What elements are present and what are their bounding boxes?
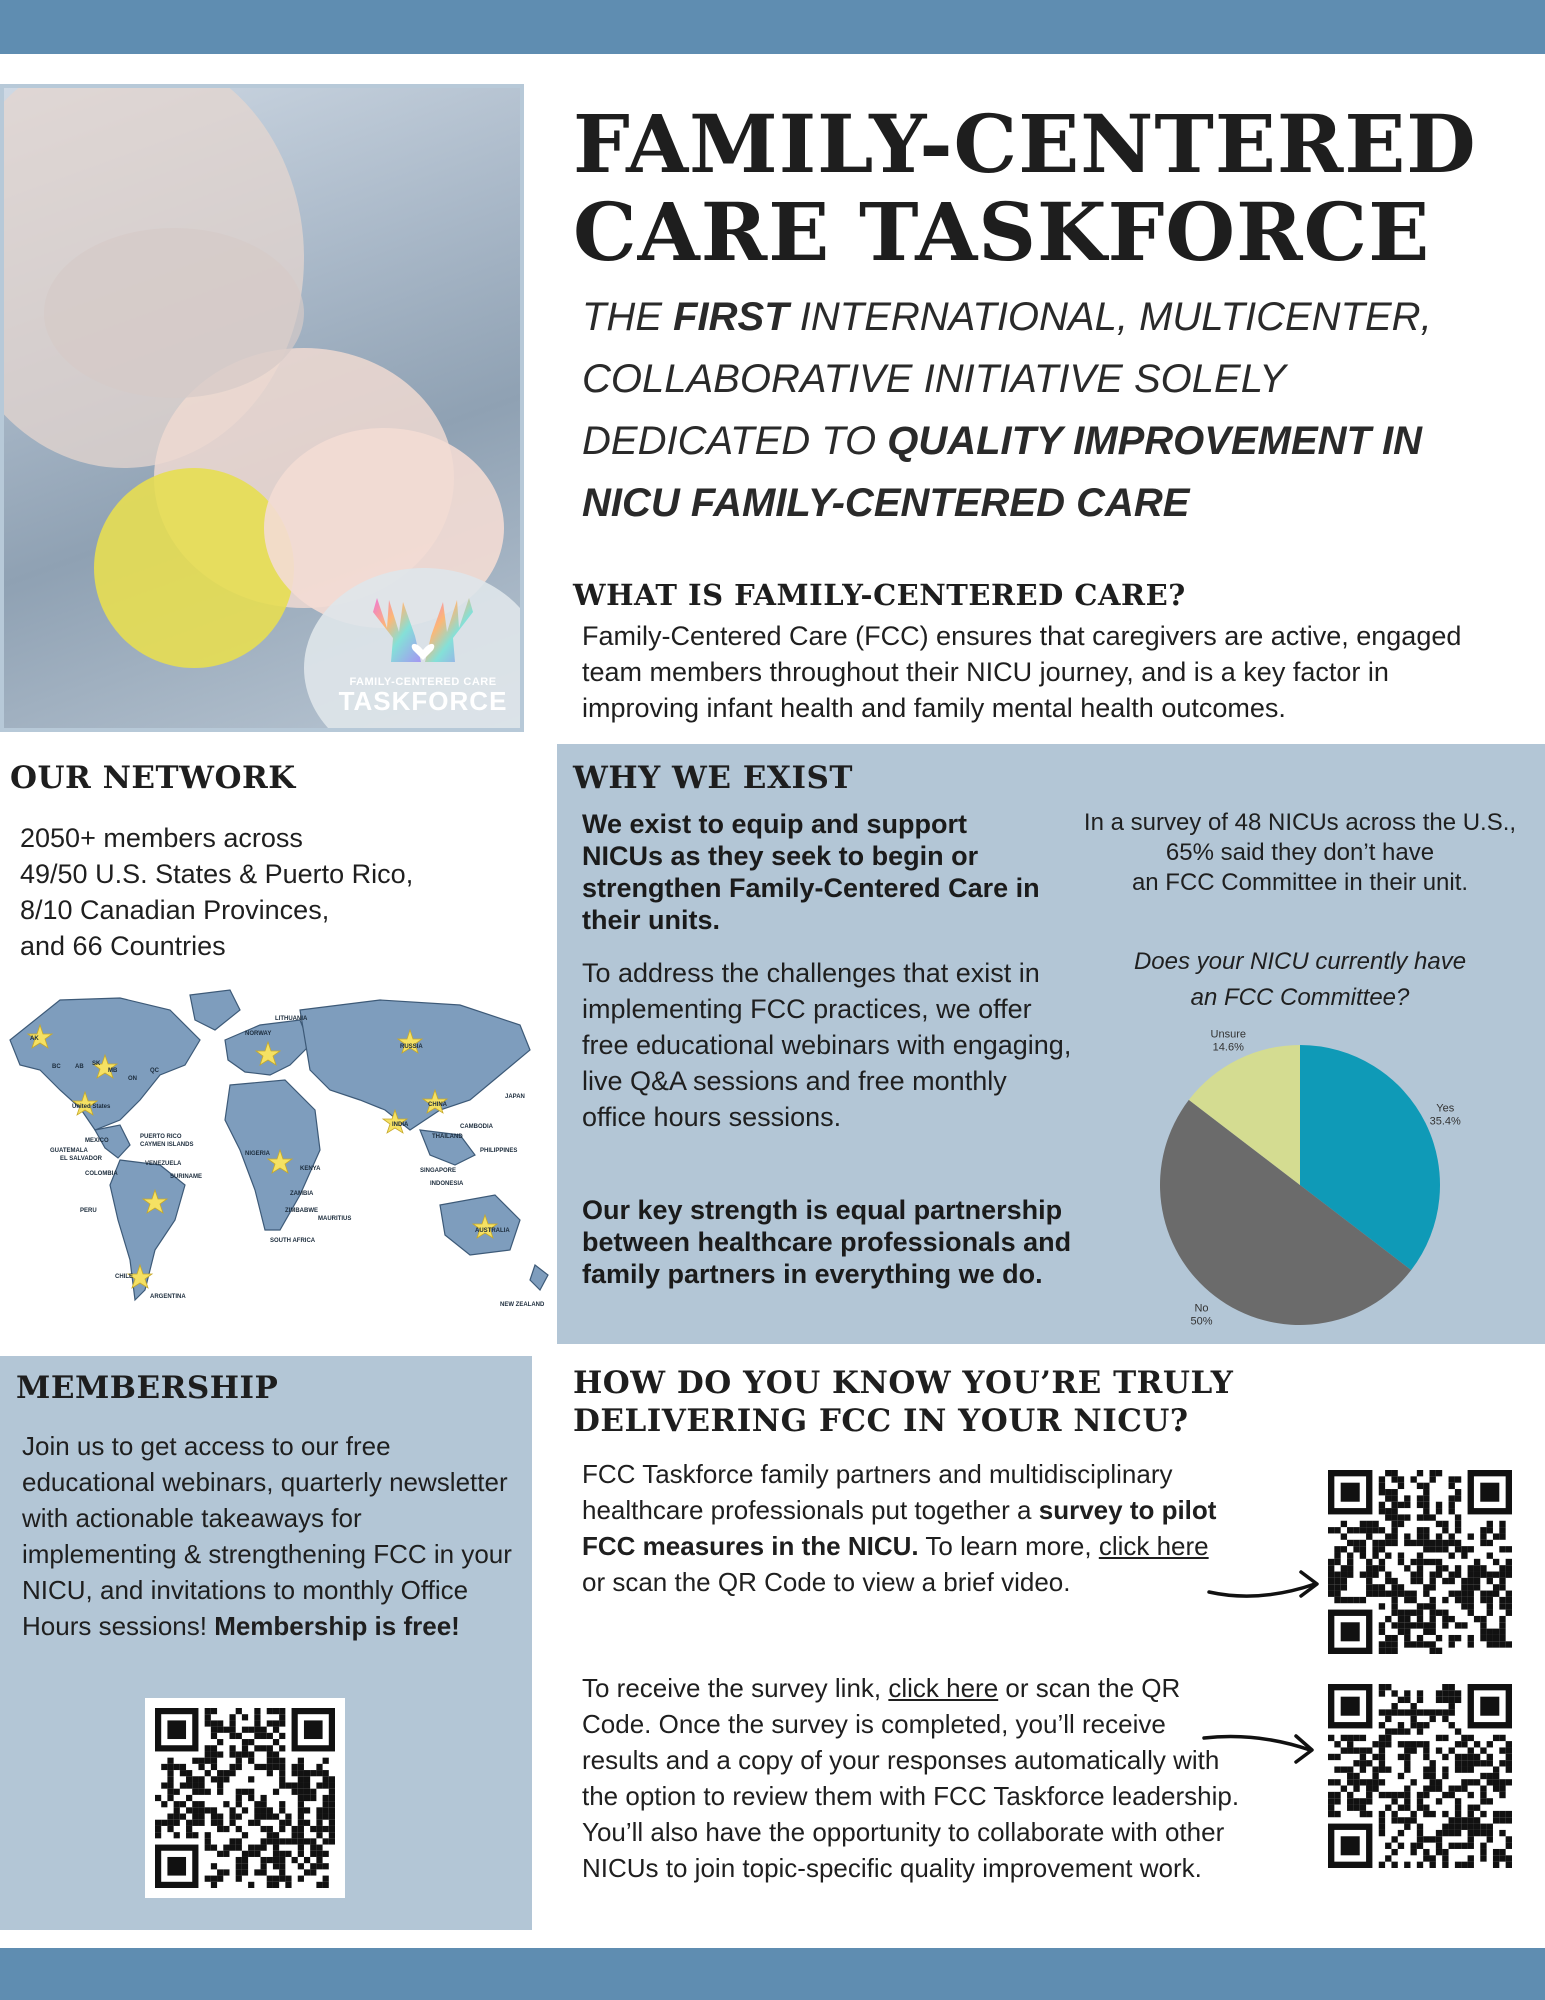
survey-link[interactable]: click here	[888, 1673, 999, 1703]
map-label-colombia: COLOMBIA	[85, 1171, 118, 1177]
how-paragraph-2	[582, 1670, 1242, 1886]
how-heading	[573, 1364, 1353, 1440]
tagline-part-1: THE	[582, 295, 674, 339]
pie-value-unsure: 14.6%	[1212, 1041, 1244, 1054]
hero-photo	[0, 84, 524, 732]
map-label-caymen: CAYMEN ISLANDS	[140, 1142, 194, 1148]
map-asia	[300, 1000, 530, 1130]
how-p2-text-a: To receive the survey link,	[582, 1673, 889, 1703]
bottom-banner	[0, 1948, 1545, 2000]
arrow-right-icon	[1205, 1560, 1325, 1610]
what-heading: WHAT IS FAMILY-CENTERED CARE?	[573, 578, 1186, 612]
map-label-nigeria: NIGERIA	[245, 1151, 271, 1157]
tagline-bold-2: QUALITY IMPROVEMENT IN NICU FAMILY-CENTERED CARE	[582, 419, 1423, 525]
why-strength: Our key strength is equal partnership between healthcare professionals and family partners in everything we do.	[582, 1195, 1072, 1289]
pie-label-unsure: Unsure	[1210, 1028, 1247, 1041]
map-label-cambodia: CAMBODIA	[460, 1124, 493, 1130]
network-body	[20, 820, 540, 964]
map-label-el-salvador: EL SALVADOR	[60, 1156, 103, 1162]
logo-small-text: FAMILY-CENTERED CARE	[349, 676, 497, 688]
map-label-puerto-rico: PUERTO RICO	[140, 1134, 182, 1140]
map-new-zealand	[530, 1265, 548, 1290]
page-title	[573, 97, 1533, 279]
how-heading-line-2: DELIVERING FCC IN YOUR NICU?	[573, 1403, 1189, 1439]
map-label-mauritius: MAURITIUS	[318, 1216, 352, 1222]
what-body: Family-Centered Care (FCC) ensures that caregivers are active, engaged team members throughout their NICU journey, and is a key factor in improving infant health and family mental health outcomes.	[582, 621, 1462, 723]
map-label-lithuania: LITHUANIA	[275, 1016, 308, 1022]
taskforce-logo	[338, 592, 508, 714]
survey-note	[1060, 808, 1540, 898]
title-line-2: CARE TASKFORCE	[573, 185, 1431, 279]
pie-value-yes: 35.4%	[1429, 1115, 1461, 1128]
membership-qr-code[interactable]	[145, 1698, 345, 1898]
membership-heading: MEMBERSHIP	[16, 1370, 279, 1406]
map-label-new-zealand: NEW ZEALAND	[500, 1302, 545, 1308]
map-greenland	[190, 990, 240, 1030]
pie-label-yes: Yes	[1436, 1102, 1455, 1115]
fcc-committee-pie-chart	[1130, 1010, 1470, 1340]
map-label-india: INDIA	[392, 1122, 409, 1128]
network-line-2: 49/50 U.S. States & Puerto Rico,	[20, 859, 414, 889]
why-heading: WHY WE EXIST	[573, 760, 853, 796]
pie-label-no: No	[1194, 1302, 1209, 1315]
network-line-1: 2050+ members across	[20, 823, 303, 853]
map-label-thailand: THAILAND	[432, 1134, 463, 1140]
map-label-suriname: SURINAME	[170, 1174, 203, 1180]
how-p1-bold: survey to pilot FCC measures in the NICU.	[582, 1495, 1217, 1561]
rainbow-hands-icon	[363, 592, 483, 672]
how-p1-text-b: To learn more,	[918, 1531, 1099, 1561]
network-line-3: 8/10 Canadian Provinces,	[20, 895, 330, 925]
chart-question-line-1: Does your NICU currently have	[1133, 948, 1467, 975]
map-label-mexico: MEXICO	[85, 1138, 109, 1144]
map-label-china: CHINA	[428, 1102, 447, 1108]
tagline-bold-1: FIRST	[673, 295, 789, 339]
map-label-peru: PERU	[80, 1208, 97, 1214]
qr-code-icon	[155, 1708, 335, 1888]
top-banner	[0, 0, 1545, 54]
logo-big-text: TASKFORCE	[338, 686, 508, 716]
map-label-kenya: KENYA	[300, 1166, 321, 1172]
map-label-philippines: PHILIPPINES	[480, 1148, 518, 1154]
map-label-mb: MB	[108, 1068, 118, 1074]
survey-line-1: In a survey of 48 NICUs across the U.S.,	[1083, 809, 1517, 836]
map-label-japan: JAPAN	[505, 1094, 525, 1100]
membership-free: Membership is free!	[214, 1611, 460, 1641]
map-label-on: ON	[128, 1076, 137, 1082]
map-label-zimbabwe: ZIMBABWE	[285, 1208, 318, 1214]
map-label-australia: AUSTRALIA	[475, 1228, 510, 1234]
map-label-singapore: SINGAPORE	[420, 1168, 457, 1174]
map-label-guatemala: GUATEMALA	[50, 1148, 88, 1154]
map-label-russia: RUSSIA	[400, 1044, 423, 1050]
video-link[interactable]: click here	[1098, 1531, 1209, 1561]
survey-line-2: 65% said they don’t have	[1165, 839, 1435, 866]
video-qr-code[interactable]	[1320, 1462, 1520, 1662]
world-map	[0, 980, 560, 1320]
title-line-1: FAMILY-CENTERED	[573, 97, 1477, 191]
map-label-qc: QC	[150, 1068, 159, 1074]
how-paragraph-1	[582, 1456, 1222, 1600]
qr-code-icon	[1328, 1684, 1512, 1868]
how-p2-text-b: or scan the QR Code. Once the survey is completed, you’ll receive results and a copy of your responses automatically with the option to review them with FCC Taskforce leadership. You’ll also have the opportunity to collaborate with other NICUs to join topic-specific quality improvement work.	[582, 1673, 1240, 1883]
network-heading: OUR NETWORK	[10, 760, 296, 796]
map-label-zambia: ZAMBIA	[290, 1191, 314, 1197]
qr-code-icon	[1328, 1470, 1512, 1654]
tagline-part-2: INTERNATIONAL, MULTICENTER, COLLABORATIVE INITIATIVE SOLELY DEDICATED TO	[582, 295, 1432, 463]
map-label-ak: AK	[30, 1036, 39, 1042]
map-label-chile: CHILE	[115, 1274, 133, 1280]
survey-line-3: an FCC Committee in their unit.	[1131, 869, 1469, 896]
map-label-venezuela: VENEZUELA	[145, 1161, 182, 1167]
why-body: To address the challenges that exist in implementing FCC practices, we offer free educational webinars with engaging, live Q&A sessions and free monthly office hours sessions.	[582, 958, 1072, 1132]
map-label-south-africa: SOUTH AFRICA	[270, 1238, 316, 1244]
map-label-indonesia: INDONESIA	[430, 1181, 464, 1187]
map-label-argentina: ARGENTINA	[150, 1294, 186, 1300]
how-p1-text-c: or scan the QR Code to view a brief video.	[582, 1567, 1071, 1597]
survey-qr-code[interactable]	[1320, 1676, 1520, 1876]
map-label-ab: AB	[75, 1064, 84, 1070]
arrow-right-icon	[1200, 1724, 1320, 1774]
chart-question-line-2: an FCC Committee?	[1190, 984, 1410, 1011]
map-label-bc: BC	[52, 1064, 61, 1070]
map-label-us: United States	[72, 1104, 111, 1110]
network-line-4: and 66 Countries	[20, 931, 226, 961]
how-p1-text-a: FCC Taskforce family partners and multidisciplinary healthcare professionals put together a	[582, 1459, 1173, 1525]
map-label-sk: SK	[92, 1061, 101, 1067]
chart-question	[1100, 944, 1500, 1016]
tagline	[582, 286, 1502, 534]
pie-value-no: 50%	[1190, 1315, 1213, 1328]
map-label-norway: NORWAY	[245, 1031, 272, 1037]
membership-body	[22, 1428, 522, 1644]
membership-text: Join us to get access to our free educational webinars, quarterly newsletter with actionable takeaways for implementing & strengthening FCC in your NICU, and invitations to monthly Office Hours sessions!	[22, 1431, 512, 1641]
how-heading-line-1: HOW DO YOU KNOW YOU’RE TRULY	[573, 1365, 1234, 1401]
why-mission: We exist to equip and support NICUs as they seek to begin or strengthen Family-Centered Care in their units.	[582, 809, 1040, 935]
